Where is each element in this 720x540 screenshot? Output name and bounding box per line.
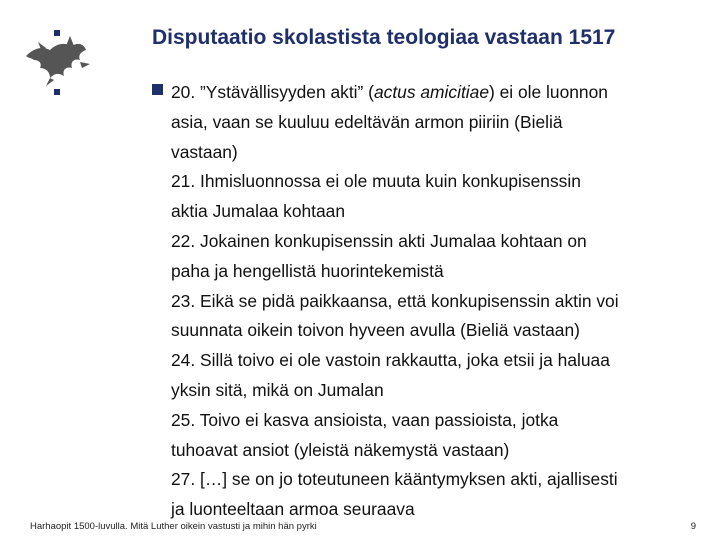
slide-title: Disputaatio skolastista teologiaa vastaan 1517 <box>152 26 616 49</box>
body-line-2: asia, vaan se kuuluu edeltävän armon piiriin (Bieliä <box>171 111 563 132</box>
body-line-12: 25. Toivo ei kasva ansioista, vaan passioista, jotka <box>171 409 559 430</box>
body-line-11: yksin sitä, mikä on Jumalan <box>171 379 384 400</box>
body-line-4: 21. Ihmisluonnossa ei ole muuta kuin konkupisenssin <box>171 171 581 192</box>
footer-text: Harhaopit 1500-luvulla. Mitä Luther oikein vastusti ja mihin hän pyrki <box>30 521 317 532</box>
bullet-square-icon <box>152 84 163 95</box>
body-line-3: vastaan) <box>171 141 238 162</box>
body-line-14: 27. […] se on jo toteutuneen kääntymyksen akti, ajallisesti <box>171 469 618 490</box>
text-segment: 20. ”Ystävällisyyden akti” ( <box>171 82 374 102</box>
university-logo <box>20 22 92 100</box>
body-line-6: 22. Jokainen konkupisenssin akti Jumalaa kohtaan on <box>171 230 587 251</box>
university-logo-icon <box>20 22 92 100</box>
body-line-15: ja luonteeltaan armoa seuraava <box>171 499 415 520</box>
body-line-9: suunnata oikein toivon hyveen avulla (Bieliä vastaan) <box>171 320 580 341</box>
italic-term: actus amicitiae <box>373 82 489 102</box>
body-line-13: tuhoavat ansiot (yleistä näkemystä vastaan) <box>171 439 510 460</box>
body-line-10: 24. Sillä toivo ei ole vastoin rakkautta, joka etsii ja haluaa <box>171 350 610 371</box>
text-segment: ) ei ole luonnon <box>489 82 608 102</box>
body-line-7: paha ja hengellistä huorintekemistä <box>171 260 444 281</box>
slide-body <box>171 78 701 525</box>
body-line-8: 23. Eikä se pidä paikkaansa, että konkupisenssin aktin voi <box>171 290 619 311</box>
body-line-5: aktia Jumalaa kohtaan <box>171 201 346 222</box>
page-number: 9 <box>690 521 696 532</box>
body-line-1 <box>171 78 701 108</box>
